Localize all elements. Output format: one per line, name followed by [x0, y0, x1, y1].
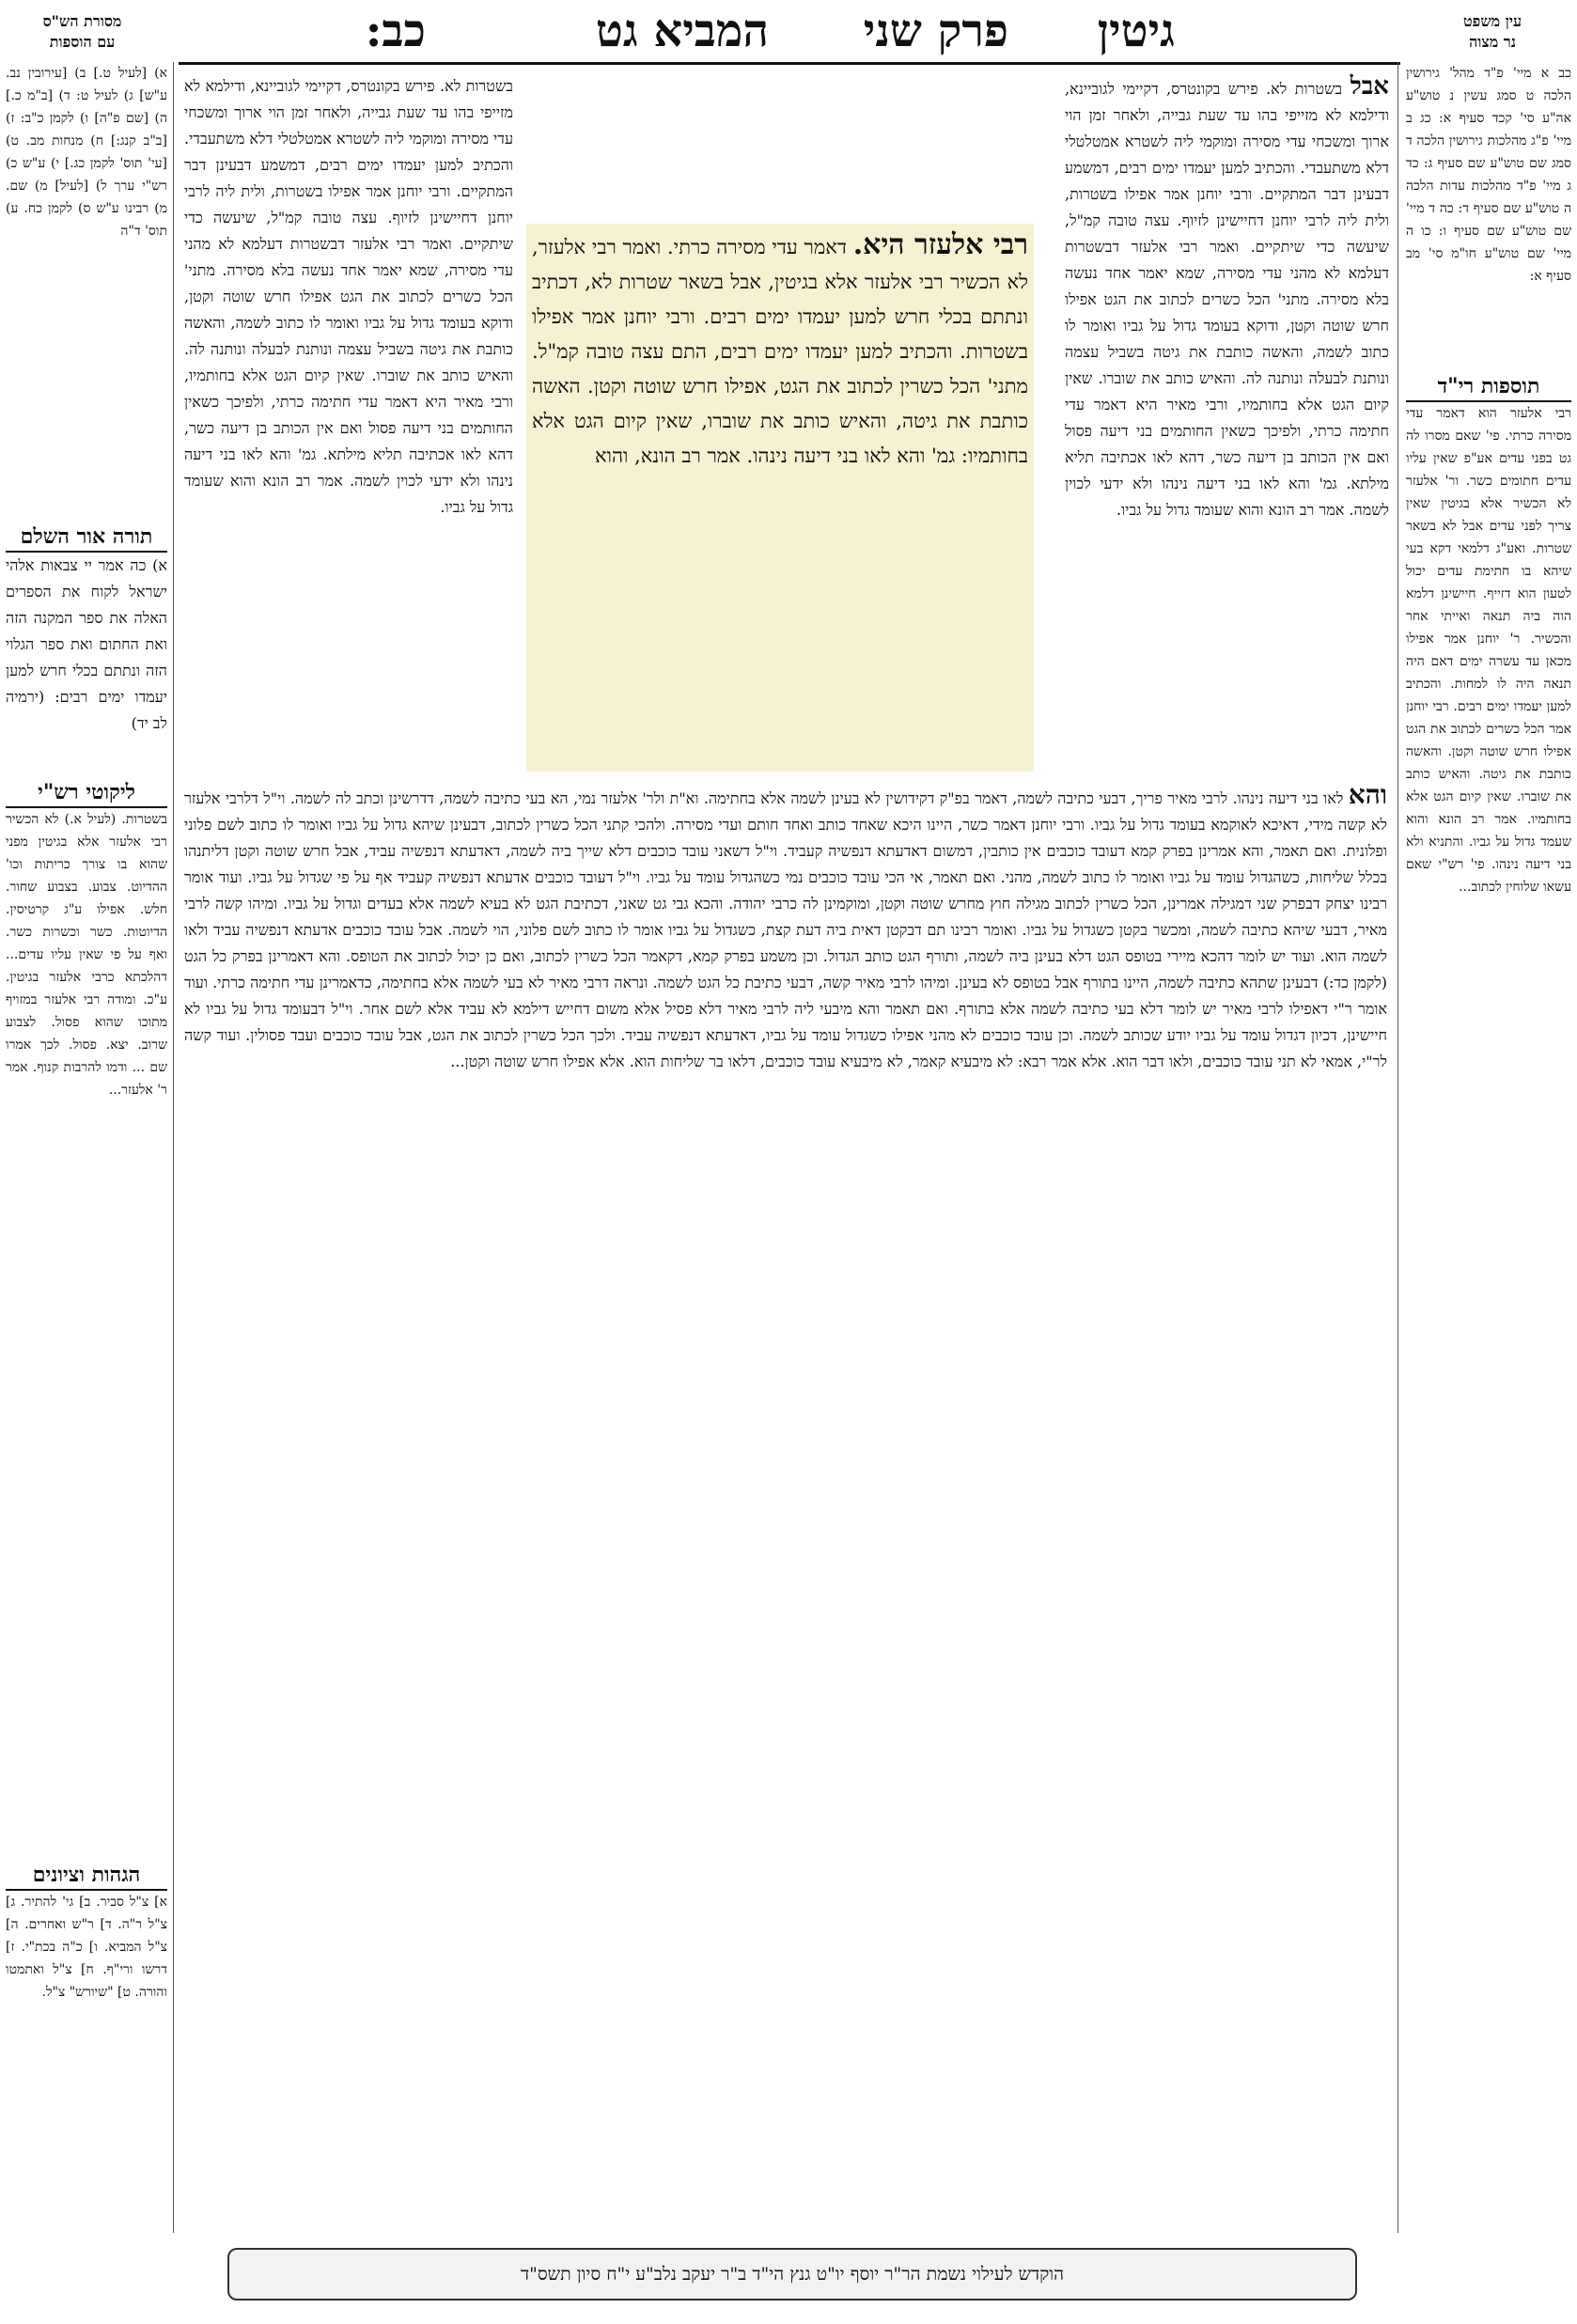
page-header [0, 0, 1577, 66]
torah-or-title: תורה אור השלם [6, 523, 167, 553]
tosafot-rid-text: רבי אלעזר הוא דאמר עדי מסירה כרתי. פי' שאם מסרו לה גט בפני עדים אע"פ שאין עליו עדים חתומים כשר. ור' אלעזר לא הכשיר אלא בגיטין שאין צריך לפני עדים אבל לא בשאר שטרות. ואע"ג דלמאי דקא בעי שיהא בו חתימת עדים יכול לטעון הוא דזייף. חיישינן דלמא הוה ביה תנאה ואייתי אחר והכשיר. ר' יוחנן אמר אפילו מכאן עד עשרה ימים דאם היה תנאה היה לו למחות. והכתיב למען יעמדו ימים רבים. רבי יוחנן אמר הכל כשרים לכתוב את הגט אפילו חרש שוטה וקטן. והאשה כותבת את גיטה. והאיש כותב את שוברו. שאין קיום הגט אלא בחותמיו. אמר רב הונא והוא שעמד גדול על גביו. והתניא ולא בני דיעה נינהו. פי' רש"י שאם עשאו שלוחין לכתוב... [1406, 406, 1571, 895]
tosafot-upper-text: בשטרות לא. פירש בקונטרס, דקיימי לגוביינא, ודילמא לא מזייפי בהו עד שעת גבייה, ולאחר זמן הוי ארוך ומשכחי עדי מסירה ומוקמי ליה לשטרא אמטלטלי דלא משתעבדי. והכתיב למען יעמדו ימים רבים, דמשמע דבעינן דבר המתקיים. ורבי יוחנן אמר אפילו בשטרות, ולית ליה לרבי יוחנן דחיישינן לזיוף. עצה טובה קמ"ל, שיעשה כדי שיתקיים. ואמר רבי אלעזר דבשטרות דעלמא לא מהני עדי מסירה, שמא יאמר אחד נעשה בלא מסירה. מתני' הכל כשרים לכתוב את הגט אפילו חרש שוטה וקטן, ודוקא בעומד גדול על גביו ואומר לו כתוב לשמה, והאשה כותבת את גיטה בשביל עצמה ונותנת לבעלה ונותנה לה. והאיש כותב את שוברו. שאין קיום הגט אלא בחותמיו, ורבי מאיר היא דאמר עדי חתימה כרתי, ולפיכך כשאין החותמים בני דיעה פסול ואם אין הכותב בן דיעה כשר, דהא לאו אכתיבה תליא מילתא. גמ' והא לאו בני דיעה נינהו ולא ידעי לכוין לשמה. אמר רב הונא והוא שעומד גדול על גביו. [184, 77, 513, 516]
header-rule [179, 62, 1400, 65]
tosafot-commentary [184, 782, 1387, 2238]
masoret-hashas-text: א) [לעיל ט.] ב) [עירובין נב. ע"ש] ג) לעיל ט: ד) [ב"מ כ.] ה) [שם פ"ה] ו) לקמן כ"ב: ז) [ב"ב קנג:] ח) מנחות מב. ט) [עי' תוס' לקמן כג.] י) ע"ש כ) רש"י ערך ל) [לעיל] מ) שם. מ) רבינו ע"ש ס) לקמן כח. ע) תוס' ד"ה [6, 66, 167, 239]
ein-mishpat-title: עין משפט [1462, 12, 1522, 30]
tosafot-rid-title: תוספות רי"ד [1406, 372, 1571, 402]
rashi-lead-word: אבל [1350, 73, 1389, 101]
right-margin-column [1406, 62, 1571, 2233]
left-margin-separator [173, 62, 174, 2233]
tosafot-upper-column [184, 73, 513, 773]
dedication-text: הוקדש לעילוי נשמת הר"ר יוסף יו"ט גנץ הי"ד ב"ר יעקב נלב"ע י"ח סיון תשס"ד [520, 2263, 1065, 2285]
right-margin-title [1408, 11, 1577, 53]
ner-mitzvah-title: נר מצוה [1469, 33, 1516, 51]
chapter-name: המביא גט [595, 5, 769, 57]
gemara-main-text: דאמר עדי מסירה כרתי. ואמר רבי אלעזר, לא הכשיר רבי אלעזר אלא בגיטין, אבל בשאר שטרות לא, דכתיב ונתתם בכלי חרש למען יעמדו ימים רבים. ורבי יוחנן אמר אפילו בשטרות. והכתיב למען יעמדו ימים רבים, התם עצה טובה קמ"ל. מתני' הכל כשרין לכתוב את הגט, אפילו חרש שוטה וקטן. האשה כותבת את גיטה, והאיש כותב את שוברו, שאין קיום הגט אלא בחותמיו: גמ' והא לאו בני דיעה נינהו. אמר רב הונא, והוא [532, 236, 1028, 467]
likutei-rashi-title: ליקוטי רש"י [6, 778, 167, 808]
page-number: כב: [365, 5, 426, 57]
hagahot-title: הגהות וציונים [6, 1861, 167, 1891]
chapter-number: פרק שני [863, 5, 1008, 57]
tosafot-lead-word: והא [1348, 782, 1387, 810]
dedication-footer [227, 2248, 1357, 2301]
masoret-hashas-title: מסורת הש"ס [42, 12, 122, 30]
torah-or-text: א) כה אמר יי צבאות אלהי ישראל לקוח את הספרים האלה את ספר המקנה הזה ואת החתום ואת ספר הגלוי הזה ונתתם בכלי חרש למען יעמדו ימים רבים: (ירמיה לב יד) [6, 556, 167, 732]
rashi-text: בשטרות לא. פירש בקונטרס, דקיימי לגוביינא, ודילמא לא מזייפי בהו עד שעת גבייה, ולאחר זמן הוי ארוך ומשכחי עדי מסירה ומוקמי ליה לשטרא אמטלטלי דלא משתעבדי. והכתיב למען יעמדו ימים רבים, דמשמע דבעינן דבר המתקיים. ורבי יוחנן אמר אפילו בשטרות, ולית ליה לרבי יוחנן דחיישינן לזיוף. עצה טובה קמ"ל, שיעשה כדי שיתקיים. ואמר רבי אלעזר דבשטרות דעלמא לא מהני עדי מסירה, שמא יאמר אחד נעשה בלא מסירה. מתני' הכל כשרים לכתוב את הגט אפילו חרש שוטה וקטן, ודוקא בעומד גדול על גביו ואומר לו כתוב לשמה, והאשה כותבת את גיטה בשביל עצמה ונותנת לבעלה ונותנה לה. והאיש כותב את שוברו. שאין קיום הגט אלא בחותמיו, ורבי מאיר היא דאמר עדי חתימה כרתי, ולפיכך כשאין החותמים בני דיעה פסול ואם אין הכותב בן דיעה כשר, דהא לאו אכתיבה תליא מילתא. גמ' והא לאו בני דיעה נינהו ולא ידעי לכוין לשמה. אמר רב הונא והוא שעומד גדול על גביו. [1065, 80, 1389, 519]
masoret-hosafot-title: עם הוספות [49, 33, 116, 51]
gemara-text-box [526, 224, 1034, 772]
left-margin-title [0, 11, 164, 53]
tosafot-text: לאו בני דיעה נינהו. לרבי מאיר פריך, דבעי כתיבה לשמה, דאמר בפ"ק דקידושין לא בעינן לשמה אלא בחתימה. וא"ת ולר' אלעזר נמי, הא בעי כתיבה לשמה, דדרשינן וכתב לה לשמה. וי"ל דלרבי אלעזר לא קשה מידי, דאיכא לאוקמא בעומד גדול על גביו. ורבי יוחנן דאמר כשר, היינו היכא שאחד כותב ואחד חותם ועדי מסירה. ולהכי קתני הכל כשרין לכתוב, דבעינן שיהא גדול על גביו ואומר לו כתוב לשם פלוני ופלונית. ואם תאמר, והא אמרינן בפרק קמא דעובד כוכבים אין כותבין, דמשום דאדעתא דנפשיה קעביד. וי"ל דשאני עובד כוכבים דלא שייך ביה לשמה, דאדעתא דנפשיה עביד, אבל חרש שוטה וקטן דליתנהו בכלל שליחות, כשהגדול עומד על גביו ואומר לו כתוב לשמה, מהני. ואם תאמר, אי הכי עובד כוכבים נמי כשהגדול עומד על גביו. וי"ל דעובד כוכבים אדעתא דנפשיה קעביד אף על פי שגדול על גביו. ועוד אומר רבינו יצחק דבפרק שני דמגילה אמרינן, הכל כשרין לכתוב מגילה חוץ מחרש שוטה וקטן, ומוקמינן לה כרבי יהודה. והכא גבי גט שאני, דכתיבת הגט לא בעיא לשמה אלא בעדים וגדול על גביו. ומיהו קשה לרבי מאיר, דבעי שיהא כתיבה לשמה, ומכשר בקטן כשגדול על גביו. ואומר רבינו תם דבקטן דאית ביה דעת קצת, כשגדול על גביו אומר לו כתוב לשם פלוני, הוי לשמה. אבל עובד כוכבים אדעתא דנפשיה עביד ולאו לשמה הוא. ועוד יש לומר דהכא מיירי בטופס הגט דלא בעינן ביה לשמה, ותורף הגט כותב הגדול. וכן משמע בפרק קמא, דקאמר הכל כשרין לכתוב, ואם כן יכול לכתוב את הטופס. והא דאמרינן בפרק כל הגט (לקמן כד:) דבעינן שתהא כתיבה לשמה, היינו בתורף אבל בטופס לא בעינן. ומיהו לרבי מאיר קשה, דבעי כתיבת כל הגט לשמה. ונראה דרבי מאיר לא בעי לשמה אלא בחתימה, כדאמרינן עדי חתימה כרתי. ועוד אומר ר"י דאפילו לרבי מאיר יש לומר דלא בעי כתיבה לשמה אלא בתורף. ואם תאמר והא מיבעי ליה לרבי מאיר דלא פסיל אלא משום דחייש דילמא לא עביד אלא לשם אחר. וי"ל דבעומד גדול על גביו לא חיישינן, דכיון דגדול עומד על גביו יודע שכותב לשמה. וכן עובד כוכבים לא מהני אפילו כשגדול עומד על גביו, דאדעתא דנפשיה עביד. ולכך הכל כשרין לכתוב את הגט, אבל עובד כוכבים ועבד פסולין. ועוד קשה לר"י, אמאי לא תני עובד כוכבים, ולאו דבר הוא. אלא אמר רבא: לא מיבעיא קאמר, לא מיבעיא עובד כוכבים, דלאו בר שליחות הוא. אלא אפילו חרש שוטה וקטן... [184, 789, 1387, 1070]
gemara-lead-words: רבי אלעזר היא. [852, 228, 1028, 261]
ein-mishpat-text: כב א מיי' פ"ד מהל' גירושין הלכה ט סמג עשין נ טוש"ע אה"ע סי' קכד סעיף א: כג ב מיי' פ"ג מהלכות גירושין הלכה ד סמג שם טוש"ע שם סעיף ג: כד ג מיי' פ"ד מהלכות עדות הלכה ה טוש"ע שם סעיף ד: כה ד מיי' שם טוש"ע שם סעיף ו: כו ה מיי' שם טוש"ע חו"מ סי' מב סעיף א: [1406, 66, 1571, 284]
hagahot-text: א] צ"ל סביר. ב] גי' להתיר. ג] צ"ל ר"ה. ד] ר"ש ואחרים. ה] צ"ל המביא. ו] כ"ה בכת"י. ז] דרשו ורי"ף. ח] צ"ל ואתמטו והורה. ט] "שיורש" צ"ל. [6, 1895, 167, 2000]
tractate-name: גיטין [1097, 5, 1175, 57]
likutei-rashi-text: בשטרות. (לעיל א.) לא הכשיר רבי אלעזר אלא בגיטין מפני שהוא בו צורך כריתות וכו' ההדיוט. צבוע. בצבוע שחור. חלש. אפילו ע"ג קרטיסין. הדיוטות. כשר וכשרות כשר. ואף על פי שאין עליו עדים... דהלכתא כרבי אלעזר בגיטין. ע"כ. ומודה רבי אלעזר במזויף מתוכו שהוא פסול. לצבוע שרוב. יצא. פסול. לכך אמרו שם ... ודמו להרבות קנוף. אמר ר' אלעזר... [6, 812, 167, 1098]
right-margin-separator [1397, 62, 1398, 2233]
rashi-commentary [1065, 73, 1389, 773]
left-margin-column [6, 62, 167, 2233]
